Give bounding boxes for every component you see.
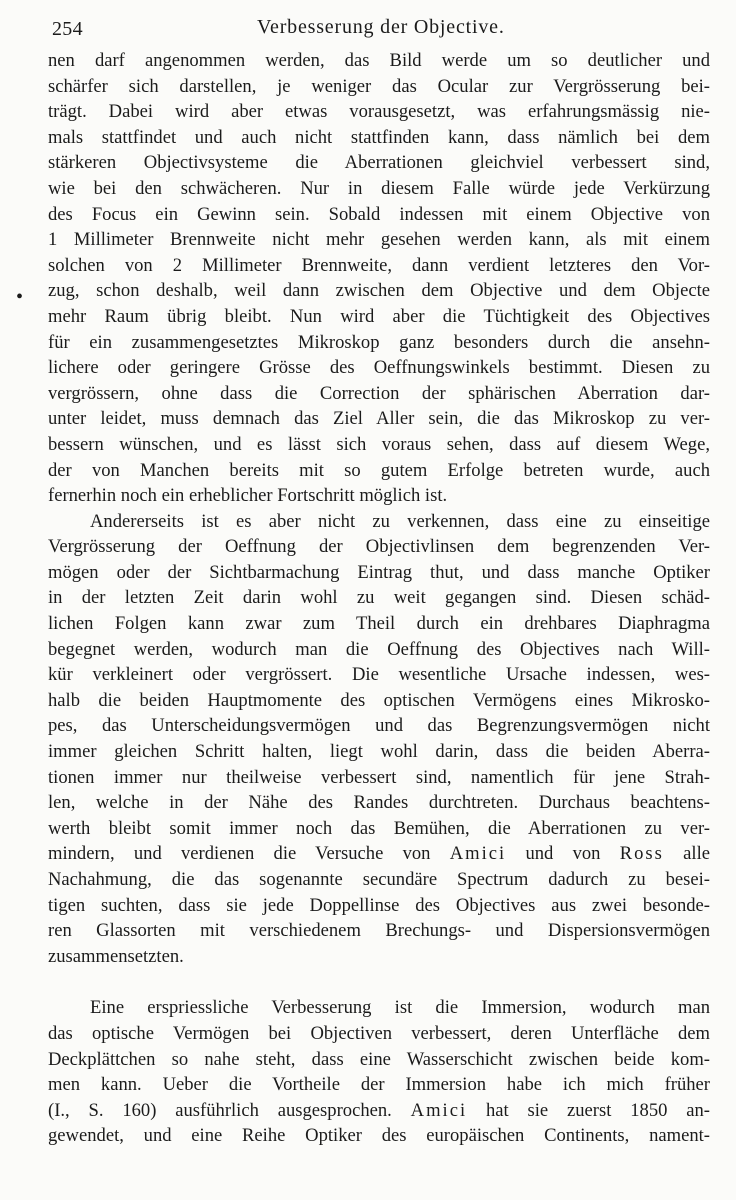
text-line-with-names bbox=[48, 841, 710, 867]
text-line: Nachahmung, die das sogenannte secundäre Spectrum dadurch zu besei- bbox=[48, 869, 710, 890]
paragraph-2 bbox=[48, 509, 710, 970]
text-line-with-name bbox=[48, 1098, 710, 1124]
text-fragment: mindern, und verdienen die Versuche von bbox=[48, 843, 450, 865]
text-line: zug, schon deshalb, weil dann zwischen dem Objective und dem Objecte bbox=[48, 280, 710, 302]
text-line: zusammensetzten. bbox=[48, 945, 184, 967]
paragraph-gap bbox=[48, 969, 710, 995]
running-head: Verbesserung der Objective. bbox=[257, 16, 505, 38]
body-text bbox=[48, 48, 710, 1149]
text-line: tigen suchten, dass sie jede Doppellinse des Objectives aus zwei besonde- bbox=[48, 894, 710, 916]
text-line: fernerhin noch ein erheblicher Fortschritt möglich ist. bbox=[48, 485, 448, 507]
text-line: begegnet werden, wodurch man die Oeffnung des Objectives nach Will- bbox=[48, 638, 710, 660]
text-line: für ein zusammengesetztes Mikroskop ganz besonders durch die ansehn- bbox=[48, 331, 710, 353]
text-line: das optische Vermögen bei Objectiven verbessert, deren Unterfläche dem bbox=[48, 1022, 710, 1044]
paragraph-1 bbox=[48, 48, 710, 509]
text-line: immer gleichen Schritt halten, liegt wohl darin, dass die beiden Aberra- bbox=[48, 741, 710, 763]
text-line: solchen von 2 Millimeter Brennweite, dann verdient letzteres den Vor- bbox=[48, 254, 710, 276]
text-line: gewendet, und eine Reihe Optiker des europäischen Continents, nament- bbox=[48, 1125, 710, 1147]
text-line: unter leidet, muss demnach das Ziel Aller sein, die das Mikroskop zu ver- bbox=[48, 408, 710, 430]
text-line: wie bei den schwächeren. Nur in diesem Falle würde jede Verkürzung bbox=[48, 177, 710, 199]
text-line: kür verkleinert oder vergrössert. Die wesentliche Ursache indessen, wes- bbox=[48, 664, 710, 686]
text-line: trägt. Dabei wird aber etwas vorausgesetzt, was erfahrungsmässig nie- bbox=[48, 101, 710, 123]
text-line: ren Glassorten mit verschiedenem Brechungs- und Dispersionsvermögen bbox=[48, 920, 710, 942]
text-line: der von Manchen bereits mit so gutem Erfolge betreten wurde, auch bbox=[48, 459, 710, 481]
text-line: des Focus ein Gewinn sein. Sobald indessen mit einem Objective von bbox=[48, 203, 710, 225]
text-fragment: alle bbox=[663, 843, 710, 865]
text-line: in der letzten Zeit darin wohl zu weit gegangen sind. Diesen schäd- bbox=[48, 587, 710, 609]
text-line: mals stattfindet und auch nicht stattfinden kann, dass nämlich bei dem bbox=[48, 126, 710, 148]
text-line: halb die beiden Hauptmomente des optischen Vermögens eines Mikrosko- bbox=[48, 689, 710, 711]
text-line: men kann. Ueber die Vortheile der Immersion habe ich mich früher bbox=[48, 1074, 710, 1096]
text-line: bessern wünschen, und es lässt sich voraus sehen, dass auf diesem Wege, bbox=[48, 433, 710, 455]
text-line: vergrössern, ohne dass die Correction der sphärischen Aberration dar- bbox=[48, 382, 710, 404]
person-name-ross: Ross bbox=[619, 843, 664, 865]
text-line: Vergrösserung der Oeffnung der Objectivlinsen dem begrenzenden Ver- bbox=[48, 536, 710, 558]
text-fragment: (I., S. 160) ausführlich ausgesprochen. bbox=[48, 1099, 411, 1121]
text-line: Andererseits ist es aber nicht zu verkennen, dass eine zu einseitige bbox=[90, 510, 710, 532]
text-line: lichen Folgen kann zwar zum Theil durch ein drehbares Diaphragma bbox=[48, 613, 710, 635]
paragraph-3 bbox=[48, 995, 710, 1149]
text-line: len, welche in der Nähe des Randes durchtreten. Durchaus beachtens- bbox=[48, 792, 710, 814]
text-line: Eine erspriessliche Verbesserung ist die Immersion, wodurch man bbox=[90, 997, 710, 1019]
person-name-amici: Amici bbox=[449, 843, 507, 865]
page-header bbox=[52, 14, 712, 48]
text-line: 1 Millimeter Brennweite nicht mehr gesehen werden kann, als mit einem bbox=[48, 229, 710, 251]
text-fragment: hat sie zuerst 1850 an- bbox=[467, 1099, 710, 1121]
person-name-amici: Amici bbox=[410, 1099, 468, 1121]
text-line: nen darf angenommen werden, das Bild werde um so deutlicher und bbox=[48, 50, 710, 71]
text-line: schärfer sich darstellen, je weniger das Ocular zur Vergrösserung bei- bbox=[48, 75, 710, 97]
page-number: 254 bbox=[52, 18, 83, 40]
margin-mark: • bbox=[16, 286, 24, 308]
text-fragment: und von bbox=[506, 843, 620, 865]
text-line: mehr Raum übrig bleibt. Nun wird aber die Tüchtigkeit des Objectives bbox=[48, 305, 710, 327]
text-line: werth bleibt somit immer noch das Bemühen, die Aberrationen zu ver- bbox=[48, 817, 710, 839]
text-line: mögen oder der Sichtbarmachung Eintrag thut, und dass manche Optiker bbox=[48, 561, 710, 583]
text-line: stärkeren Objectivsysteme die Aberrationen gleichviel verbessert sind, bbox=[48, 152, 710, 174]
text-line: lichere oder geringere Grösse des Oeffnungswinkels bestimmt. Diesen zu bbox=[48, 357, 710, 379]
text-line: pes, das Unterscheidungsvermögen und das Begrenzungsvermögen nicht bbox=[48, 715, 710, 737]
text-line: tionen immer nur theilweise verbessert sind, namentlich für jene Strah- bbox=[48, 766, 710, 788]
text-line: Deckplättchen so nahe steht, dass eine Wasserschicht zwischen beide kom- bbox=[48, 1048, 710, 1070]
